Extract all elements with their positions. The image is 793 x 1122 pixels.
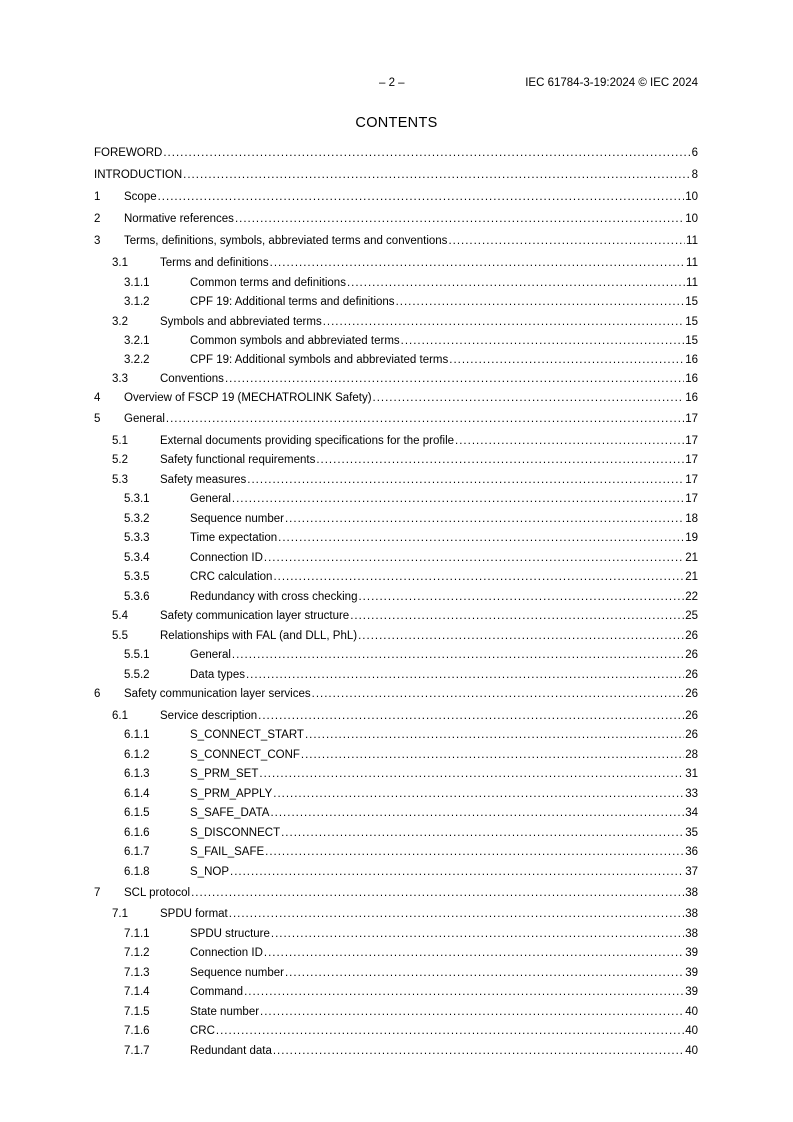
toc-entry-page: 40 (685, 1044, 698, 1057)
dot-leader (225, 372, 684, 386)
toc-entry[interactable] (94, 434, 698, 448)
dot-leader (285, 512, 684, 526)
toc-entry[interactable] (94, 234, 698, 248)
toc-entry-page: 15 (685, 315, 698, 328)
toc-entry-label: CRC calculation (190, 571, 273, 583)
toc-entry-label: Connection ID (190, 947, 263, 959)
toc-entry-page: 26 (685, 729, 698, 741)
toc-entry[interactable] (94, 551, 698, 565)
toc-entry-number: 6.1.5 (124, 807, 150, 819)
standard-reference: IEC 61784-3-19:2024 © IEC 2024 (525, 77, 698, 89)
dot-leader (232, 492, 684, 506)
toc-entry-page: 21 (685, 571, 698, 583)
dot-leader (449, 353, 684, 367)
dot-leader (373, 391, 685, 405)
toc-entry-page: 31 (685, 768, 698, 780)
toc-entry-label: Data types (190, 668, 245, 681)
toc-entry[interactable] (94, 609, 698, 623)
toc-entry-page: 21 (685, 551, 698, 564)
toc-entry[interactable] (94, 315, 698, 329)
toc-entry-label: S_NOP (190, 865, 229, 878)
toc-entry-label: CPF 19: Additional terms and definitions (190, 295, 395, 308)
dot-leader (246, 668, 684, 682)
toc-entry[interactable] (94, 748, 698, 762)
toc-entry-number: 6.1.2 (124, 748, 150, 761)
toc-entry-number: 2 (94, 213, 101, 225)
toc-entry-number: 3.2 (112, 315, 128, 328)
dot-leader (271, 927, 684, 941)
toc-entry[interactable] (94, 334, 698, 348)
toc-entry-label: Scope (124, 191, 157, 203)
dot-leader (285, 966, 684, 980)
toc-entry-number: 7.1.2 (124, 947, 150, 959)
toc-entry-page: 35 (685, 826, 698, 839)
toc-entry-number: 5 (94, 413, 101, 425)
toc-entry-number: 5.5.1 (124, 649, 150, 661)
toc-entry-label: Common terms and definitions (190, 276, 346, 289)
toc-entry[interactable] (94, 728, 698, 742)
toc-entry-label: S_PRM_SET (190, 768, 259, 780)
toc-entry-page: 11 (686, 256, 698, 269)
toc-entry-label: SPDU structure (190, 927, 270, 940)
toc-entry-label: Sequence number (190, 512, 284, 525)
toc-entry-label: S_PRM_APPLY (190, 787, 273, 800)
toc-entry[interactable] (94, 212, 698, 226)
toc-entry-page: 39 (685, 986, 698, 998)
toc-entry-label: Safety measures (160, 473, 247, 486)
dot-leader (229, 907, 684, 921)
toc-entry-label: FOREWORD (94, 147, 163, 159)
toc-entry-number: 5.3.1 (124, 493, 150, 505)
toc-entry-label: CRC (190, 1025, 215, 1037)
toc-entry[interactable] (94, 687, 698, 701)
toc-entry-page: 28 (685, 748, 698, 761)
toc-entry-label: Normative references (124, 213, 234, 225)
dot-leader (350, 609, 684, 623)
toc-entry[interactable] (94, 1024, 698, 1038)
toc-entry-page: 26 (685, 709, 698, 722)
dot-leader (273, 1044, 684, 1058)
dot-leader (358, 590, 684, 604)
toc-entry-page: 17 (685, 434, 698, 447)
toc-entry-number: 6.1.7 (124, 846, 150, 858)
toc-entry-number: 6.1 (112, 709, 128, 722)
toc-entry[interactable] (94, 473, 698, 487)
toc-entry-label: INTRODUCTION (94, 169, 183, 181)
toc-entry-page: 26 (685, 668, 698, 681)
toc-entry[interactable] (94, 146, 698, 160)
toc-entry-page: 6 (691, 147, 698, 159)
toc-entry-number: 5.3.2 (124, 512, 150, 525)
toc-entry-page: 15 (685, 295, 698, 308)
toc-entry-label: General (190, 493, 231, 505)
toc-entry-number: 7.1 (112, 908, 128, 920)
toc-entry-label: Safety communication layer structure (160, 610, 350, 622)
toc-entry-label: Symbols and abbreviated terms (160, 315, 322, 328)
toc-entry[interactable] (94, 907, 698, 921)
toc-entry-page: 8 (691, 169, 698, 181)
toc-entry[interactable] (94, 531, 698, 545)
toc-entry[interactable] (94, 590, 698, 604)
toc-entry[interactable] (94, 865, 698, 879)
dot-leader (273, 570, 684, 584)
toc-entry-number: 3.1 (112, 256, 128, 269)
toc-entry-number: 7 (94, 886, 101, 899)
toc-entry-number: 5.3.4 (124, 551, 150, 564)
toc-entry-number: 5.5.2 (124, 668, 150, 681)
toc-entry-page: 16 (685, 372, 698, 385)
toc-entry[interactable] (94, 648, 698, 662)
dot-leader (264, 551, 684, 565)
toc-entry-label: Time expectation (190, 532, 278, 544)
toc-entry-number: 6.1.6 (124, 826, 150, 839)
toc-entry[interactable] (94, 295, 698, 309)
toc-entry-page: 17 (685, 413, 698, 425)
toc-entry[interactable] (94, 570, 698, 584)
toc-entry-number: 3.2.2 (124, 353, 150, 366)
dot-leader (247, 473, 684, 487)
toc-entry-number: 7.1.7 (124, 1044, 150, 1057)
toc-entry-number: 7.1.1 (124, 927, 150, 940)
toc-entry-page: 11 (686, 235, 698, 247)
toc-entry-number: 7.1.6 (124, 1025, 150, 1037)
toc-entry[interactable] (94, 353, 698, 367)
toc-entry[interactable] (94, 668, 698, 682)
toc-entry[interactable] (94, 629, 698, 643)
toc-entry-number: 5.3.5 (124, 571, 150, 583)
toc-entry[interactable] (94, 927, 698, 941)
toc-entry[interactable] (94, 512, 698, 526)
toc-entry[interactable] (94, 767, 698, 781)
toc-entry[interactable] (94, 190, 698, 204)
toc-entry-number: 6.1.1 (124, 729, 150, 741)
toc-entry[interactable] (94, 412, 698, 426)
toc-entry[interactable] (94, 787, 698, 801)
toc-entry-page: 10 (685, 191, 698, 203)
dot-leader (230, 865, 684, 879)
toc-entry-number: 3.1.1 (124, 276, 150, 289)
toc-entry[interactable] (94, 492, 698, 506)
toc-entry-page: 37 (685, 865, 698, 878)
dot-leader (312, 687, 685, 701)
toc-entry-page: 26 (685, 649, 698, 661)
toc-entry-number: 3 (94, 235, 101, 247)
dot-leader (260, 1005, 684, 1019)
dot-leader (244, 985, 684, 999)
toc-entry-label: Command (190, 986, 244, 998)
toc-entry-number: 5.3 (112, 473, 128, 486)
toc-entry-label: Redundant data (190, 1044, 272, 1057)
toc-entry-label: General (124, 413, 165, 425)
toc-entry[interactable] (94, 806, 698, 820)
toc-entry-page: 39 (685, 947, 698, 959)
toc-entry-page: 36 (685, 846, 698, 858)
dot-leader (270, 256, 685, 270)
toc-entry-page: 40 (685, 1005, 698, 1018)
toc-entry-label: External documents providing specifications for the profile (160, 434, 455, 447)
dot-leader (259, 767, 684, 781)
toc-entry-page: 10 (685, 213, 698, 225)
toc-entry-number: 7.1.3 (124, 966, 150, 979)
toc-entry-number: 5.3.3 (124, 532, 150, 544)
dot-leader (281, 826, 684, 840)
toc-entry-number: 3.1.2 (124, 295, 150, 308)
toc-entry-number: 5.3.6 (124, 590, 150, 603)
dot-leader (316, 453, 684, 467)
dot-leader (163, 146, 690, 160)
toc-entry-page: 25 (685, 610, 698, 622)
toc-entry[interactable] (94, 1005, 698, 1019)
dot-leader (258, 709, 684, 723)
toc-entry[interactable] (94, 1044, 698, 1058)
dot-leader (235, 212, 684, 226)
toc-entry-label: Redundancy with cross checking (190, 590, 358, 603)
toc-entry-page: 22 (685, 590, 698, 603)
dot-leader (358, 629, 684, 643)
toc-entry[interactable] (94, 256, 698, 270)
toc-entry-label: Common symbols and abbreviated terms (190, 334, 400, 347)
dot-leader (232, 648, 684, 662)
toc-entry-number: 3.2.1 (124, 334, 150, 347)
toc-entry-label: Relationships with FAL (and DLL, PhL) (160, 629, 358, 642)
toc-entry-page: 26 (685, 629, 698, 642)
toc-entry-label: S_CONNECT_START (190, 729, 304, 741)
toc-entry-page: 17 (685, 454, 698, 466)
toc-entry-page: 33 (685, 787, 698, 800)
toc-entry-page: 18 (685, 512, 698, 525)
toc-entry-page: 40 (685, 1025, 698, 1037)
toc-entry-page: 19 (685, 532, 698, 544)
dot-leader (301, 748, 684, 762)
toc-entry-number: 1 (94, 191, 101, 203)
toc-entry-label: Overview of FSCP 19 (MECHATROLINK Safety) (124, 391, 372, 404)
dot-leader (305, 728, 684, 742)
page-header (94, 77, 698, 91)
dot-leader (401, 334, 685, 348)
page-title: CONTENTS (355, 115, 438, 131)
dot-leader (158, 190, 685, 204)
toc-entry-number: 6 (94, 688, 101, 700)
dot-leader (455, 434, 684, 448)
dot-leader (270, 806, 684, 820)
toc-entry-page: 16 (685, 391, 698, 404)
toc-entry[interactable] (94, 886, 698, 900)
toc-entry-label: Safety communication layer services (124, 688, 311, 700)
page-number: – 2 – (379, 77, 405, 89)
toc-entry-page: 38 (685, 927, 698, 940)
toc-entry[interactable] (94, 826, 698, 840)
toc-entry-label: Connection ID (190, 551, 263, 564)
toc-entry[interactable] (94, 845, 698, 859)
dot-leader (216, 1024, 684, 1038)
toc-entry-label: Conventions (160, 372, 224, 385)
dot-leader (347, 276, 685, 290)
toc-entry-number: 5.1 (112, 434, 128, 447)
toc-entry[interactable] (94, 372, 698, 386)
toc-entry-label: Service description (160, 709, 258, 722)
toc-entry-number: 5.2 (112, 454, 128, 466)
toc-entry-page: 34 (685, 807, 698, 819)
toc-entry-label: S_DISCONNECT (190, 826, 281, 839)
toc-entry-page: 39 (685, 966, 698, 979)
toc-entry-page: 15 (685, 334, 698, 347)
toc-entry[interactable] (94, 391, 698, 405)
toc-entry-number: 7.1.4 (124, 986, 150, 998)
toc-entry-label: S_SAFE_DATA (190, 807, 270, 819)
toc-entry-number: 7.1.5 (124, 1005, 150, 1018)
toc-entry[interactable] (94, 276, 698, 290)
toc-entry-page: 11 (686, 276, 698, 289)
toc-entry-label: Sequence number (190, 966, 284, 979)
toc-entry-label: Terms and definitions (160, 256, 269, 269)
toc-entry[interactable] (94, 985, 698, 999)
toc-entry-number: 5.5 (112, 629, 128, 642)
toc-entry[interactable] (94, 168, 698, 182)
toc-entry-label: S_FAIL_SAFE (190, 846, 265, 858)
toc-entry-page: 17 (685, 493, 698, 505)
toc-entry[interactable] (94, 453, 698, 467)
toc-entry-label: State number (190, 1005, 260, 1018)
dot-leader (265, 845, 684, 859)
toc-entry-number: 4 (94, 391, 101, 404)
dot-leader (264, 946, 684, 960)
toc-entry-number: 3.3 (112, 372, 128, 385)
dot-leader (166, 412, 684, 426)
toc-entry-label: Safety functional requirements (160, 454, 316, 466)
dot-leader (323, 315, 684, 329)
toc-entry[interactable] (94, 946, 698, 960)
dot-leader (448, 234, 685, 248)
toc-entry-page: 38 (685, 908, 698, 920)
toc-entry-page: 26 (685, 688, 698, 700)
dot-leader (183, 168, 690, 182)
dot-leader (191, 886, 684, 900)
toc-entry-number: 6.1.4 (124, 787, 150, 800)
toc-entry-label: General (190, 649, 231, 661)
toc-entry-label: S_CONNECT_CONF (190, 748, 300, 761)
toc-entry-label: SPDU format (160, 908, 228, 920)
toc-entry[interactable] (94, 966, 698, 980)
toc-entry-page: 16 (685, 353, 698, 366)
dot-leader (273, 787, 684, 801)
toc-entry-page: 38 (685, 886, 698, 899)
toc-entry-label: SCL protocol (124, 886, 191, 899)
toc-entry-number: 6.1.3 (124, 768, 150, 780)
toc-entry-label: Terms, definitions, symbols, abbreviated terms and conventions (124, 235, 448, 247)
toc-entry[interactable] (94, 709, 698, 723)
toc-entry-label: CPF 19: Additional symbols and abbreviated terms (190, 353, 449, 366)
toc-entry-page: 17 (685, 473, 698, 486)
toc-entry-number: 5.4 (112, 610, 128, 622)
toc-entry-number: 6.1.8 (124, 865, 150, 878)
dot-leader (278, 531, 684, 545)
dot-leader (396, 295, 685, 309)
